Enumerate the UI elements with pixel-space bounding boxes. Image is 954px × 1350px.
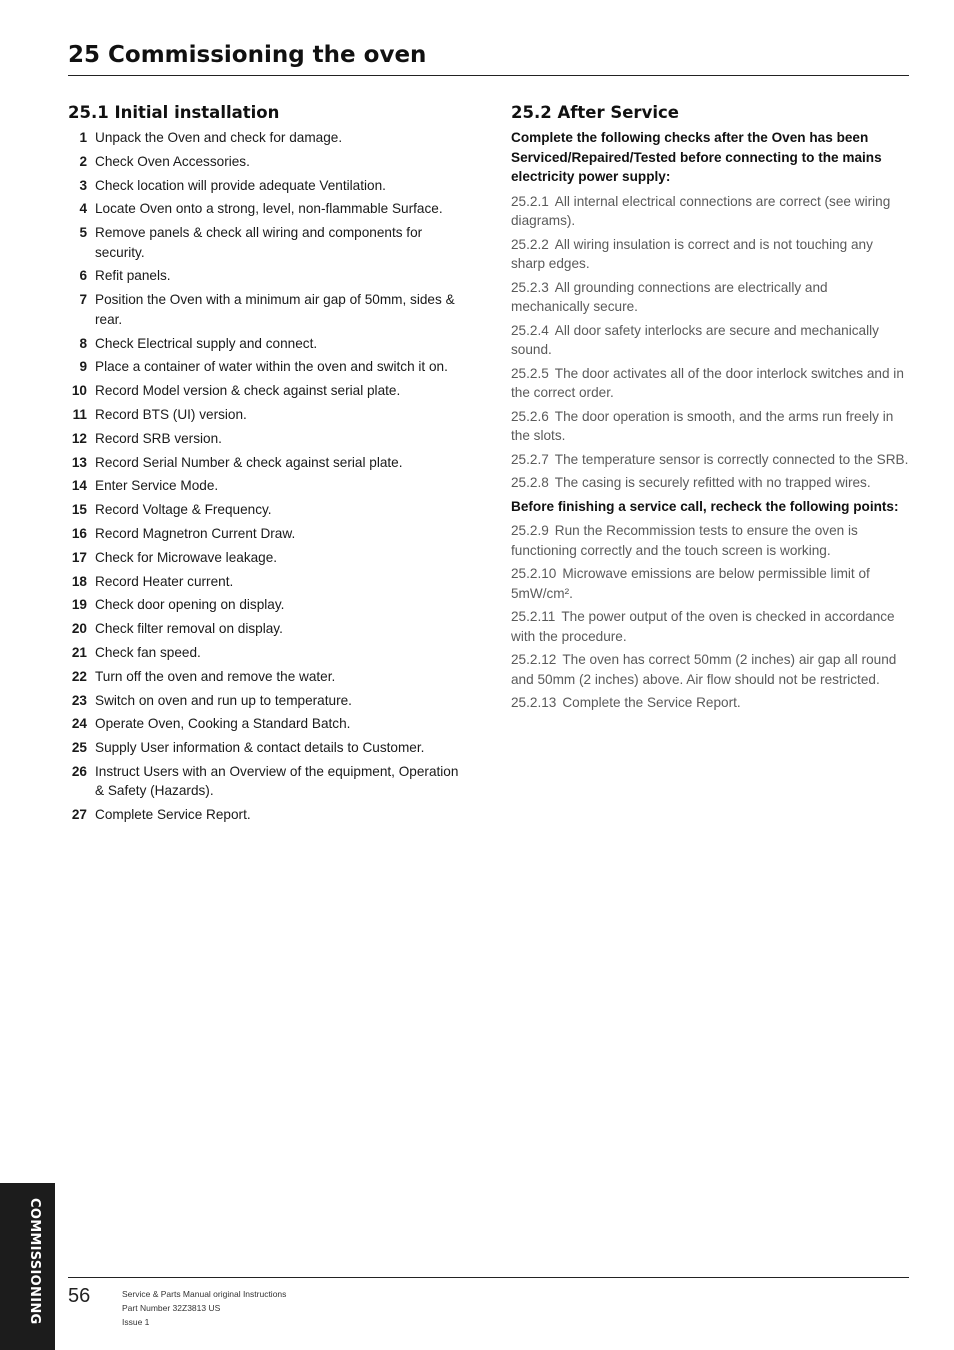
recheck-intro: Before finishing a service call, recheck the following points: <box>511 498 899 514</box>
list-item: 4 Locate Oven onto a strong, level, non-flammable Surface. <box>79 201 443 217</box>
list-item: 12 Record SRB version. <box>71 430 222 446</box>
list-item: 3 Check location will provide adequate Ventilation. <box>79 177 386 193</box>
check-item: 25.2.10 Microwave emissions are below permissible limit of 5mW/cm². <box>511 566 870 601</box>
list-item: 16 Record Magnetron Current Draw. <box>71 525 296 541</box>
installation-steps-list <box>68 128 468 825</box>
list-item: 10 Record Model version & check against serial plate. <box>71 383 401 399</box>
list-item: 14 Enter Service Mode. <box>71 478 219 494</box>
check-item: 25.2.5 The door activates all of the door interlock switches and in the correct order. <box>511 365 904 400</box>
check-item: 25.2.3 All grounding connections are electrically and mechanically secure. <box>511 279 828 314</box>
list-item: 15 Record Voltage & Frequency. <box>71 502 272 518</box>
list-item: 22 Turn off the oven and remove the water. <box>71 668 336 684</box>
list-item: 1 Unpack the Oven and check for damage. <box>79 130 343 145</box>
check-item: 25.2.4 All door safety interlocks are secure and mechanically sound. <box>511 322 879 357</box>
list-item: 6 Refit panels. <box>79 268 171 284</box>
list-item: 25 Supply User information & contact details to Customer. <box>71 740 425 756</box>
list-item: 11 Record BTS (UI) version. <box>72 406 247 422</box>
list-item: 18 Record Heater current. <box>71 573 234 589</box>
list-item: 24 Operate Oven, Cooking a Standard Batch. <box>71 716 351 732</box>
title-divider <box>68 75 909 76</box>
footer-divider <box>68 1277 909 1278</box>
list-item: 8 Check Electrical supply and connect. <box>79 335 318 351</box>
footer-line-part-number: Part Number 32Z3813 US <box>122 1303 221 1313</box>
list-item: 26 Instruct Users with an Overview of the equipment, Operation & Safety (Hazards). <box>71 763 459 799</box>
page-title: 25 Commissioning the oven <box>68 42 427 68</box>
list-item: 9 Place a container of water within the oven and switch it on. <box>79 359 448 375</box>
footer-line-issue: Issue 1 <box>122 1317 150 1327</box>
list-item: 17 Check for Microwave leakage. <box>71 549 278 565</box>
footer-line-manual: Service & Parts Manual original Instructions <box>122 1289 287 1299</box>
check-item: 25.2.2 All wiring insulation is correct and is not touching any sharp edges. <box>511 236 873 271</box>
page-number: 56 <box>68 1285 91 1307</box>
list-item: 21 Check fan speed. <box>71 644 201 660</box>
footer-info <box>122 1287 286 1329</box>
check-item: 25.2.11 The power output of the oven is checked in accordance with the procedure. <box>511 609 895 644</box>
list-item: 5 Remove panels & check all wiring and components for security. <box>79 225 423 260</box>
check-item: 25.2.12 The oven has correct 50mm (2 inches) air gap all round and 50mm (2 inches) above. Air flow should not be restricted. <box>511 652 897 687</box>
list-item: 20 Check filter removal on display. <box>71 621 283 637</box>
initial-installation-section <box>68 103 468 829</box>
list-item: 13 Record Serial Number & check against serial plate. <box>71 454 403 470</box>
check-item: 25.2.13 Complete the Service Report. <box>511 695 741 710</box>
section-heading-after-service: 25.2 After Service <box>511 103 679 122</box>
list-item: 19 Check door opening on display. <box>71 597 285 613</box>
check-item: 25.2.1 All internal electrical connections are correct (see wiring diagrams). <box>511 193 891 228</box>
list-item: 7 Position the Oven with a minimum air gap of 50mm, sides & rear. <box>79 292 455 327</box>
section-heading-initial-installation: 25.1 Initial installation <box>68 103 280 122</box>
list-item: 27 Complete Service Report. <box>71 807 251 823</box>
list-item: 23 Switch on oven and run up to temperature. <box>71 692 352 708</box>
check-item: 25.2.9 Run the Recommission tests to ensure the oven is functioning correctly and the touch screen is working. <box>511 523 858 558</box>
side-tab-label: COMMISSIONING <box>27 1198 42 1325</box>
check-item: 25.2.6 The door operation is smooth, and the arms run freely in the slots. <box>511 408 894 443</box>
check-item: 25.2.7 The temperature sensor is correctly connected to the SRB. <box>511 451 909 467</box>
check-item: 25.2.8 The casing is securely refitted with no trapped wires. <box>511 475 871 490</box>
list-item: 2 Check Oven Accessories. <box>79 153 250 169</box>
after-service-intro: Complete the following checks after the Oven has been Serviced/Repaired/Tested before connecting to the mains electricity power supply: <box>511 130 882 184</box>
after-service-section <box>511 103 909 717</box>
